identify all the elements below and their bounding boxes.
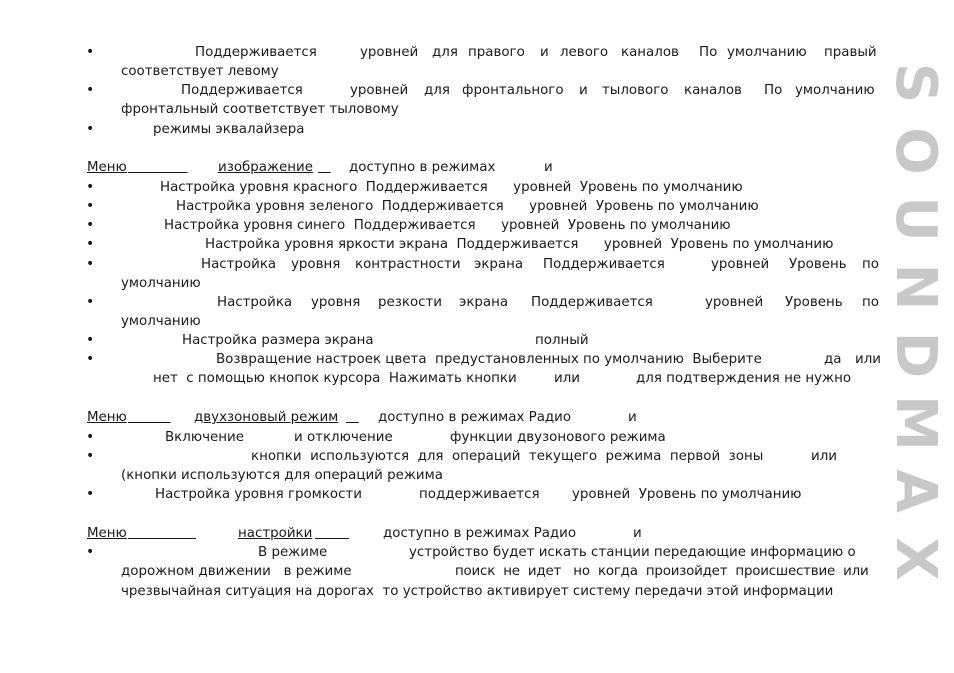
bullet: • (86, 486, 95, 502)
menu-label: Меню (87, 410, 127, 425)
text: для (432, 45, 458, 60)
text: умолчанию (121, 276, 201, 291)
bullet: • (86, 256, 95, 272)
text: доступно в режимах (349, 160, 496, 175)
underline-gap (315, 524, 349, 543)
text: чрезвычайная ситуация на дорогах то устройство активирует систему передачи этой информации (121, 584, 834, 599)
text: да (824, 352, 842, 367)
text: Поддерживается (195, 45, 317, 60)
text: В режиме (258, 545, 328, 560)
bullet: • (86, 44, 95, 60)
text: каналов (684, 83, 742, 98)
text: и (633, 526, 642, 541)
watermark-letter: A (883, 469, 948, 513)
bullet: • (86, 429, 95, 445)
text: умолчанию (795, 83, 875, 98)
menu-label: Меню (87, 160, 127, 175)
text: левого (560, 45, 609, 60)
underline-gap (318, 158, 331, 177)
text: или (811, 449, 837, 464)
text: Уровень (789, 257, 847, 272)
underline-gap (128, 158, 188, 177)
section-title: двухзоновый режим (194, 410, 339, 425)
text: или (855, 352, 881, 367)
text: доступно в режимах Радио (383, 526, 577, 541)
text: Поддерживается (181, 83, 303, 98)
underline-gap (128, 524, 196, 543)
text: поддерживается (419, 487, 540, 502)
underline-gap (128, 408, 171, 427)
text: для (424, 83, 450, 98)
text: по (862, 295, 879, 310)
text: полный (535, 333, 589, 348)
text: Уровень (785, 295, 843, 310)
text: и (579, 83, 588, 98)
text: Настройка уровня яркости экрана Поддерживается уровней Уровень по умолчанию (205, 237, 834, 252)
watermark-letter: M (883, 395, 948, 451)
watermark-letter: X (883, 537, 948, 581)
text: дорожном движении в режиме (121, 564, 352, 579)
section-title: изображение (218, 160, 313, 175)
watermark-letter: O (883, 127, 948, 175)
text: экрана (459, 295, 509, 310)
text: фронтального (462, 83, 564, 98)
text: По (699, 45, 718, 60)
text: Настройка (201, 257, 277, 272)
text: умолчанию (727, 45, 807, 60)
text: Настройка уровня громкости (155, 487, 362, 502)
text: функции двузонового режима (450, 430, 666, 445)
text: (кнопки используются для операций режима (121, 468, 443, 483)
text: или (554, 371, 580, 386)
text: Настройка размера экрана (182, 333, 374, 348)
text: и (628, 410, 637, 425)
bullet: • (86, 121, 95, 137)
text: Поддерживается (543, 257, 665, 272)
text: и (544, 160, 553, 175)
bullet: • (86, 351, 95, 367)
text: уровней Уровень по умолчанию (572, 487, 802, 502)
text: уровня (291, 257, 341, 272)
text: уровня (311, 295, 361, 310)
text: резкости (378, 295, 443, 310)
text: поиск не идет но когда произойдет происшествие или (455, 564, 869, 579)
text: доступно в режимах Радио (378, 410, 572, 425)
text: экрана (474, 257, 524, 272)
bullet: • (86, 198, 95, 214)
text: для подтверждения не нужно (636, 371, 852, 386)
text: умолчанию (121, 314, 201, 329)
text: нет с помощью кнопок курсора Нажимать кнопки (153, 371, 517, 386)
text: и отключение (294, 430, 393, 445)
text: кнопки используются для операций текущего режима первой зоны (251, 449, 764, 464)
bullet: • (86, 236, 95, 252)
text: контрастности (355, 257, 461, 272)
text: тылового (602, 83, 669, 98)
text: Настройка (217, 295, 293, 310)
watermark-letter: D (883, 331, 948, 379)
text: Настройка уровня синего Поддерживается уровней Уровень по умолчанию (164, 218, 731, 233)
section-title: настройки (238, 526, 313, 541)
bullet: • (86, 332, 95, 348)
text: Возвращение настроек цвета предустановленных по умолчанию Выберите (216, 352, 762, 367)
text: уровней (360, 45, 419, 60)
watermark-letter: N (883, 263, 948, 311)
text: Поддерживается (531, 295, 653, 310)
bullet: • (86, 82, 95, 98)
soundmax-watermark (883, 49, 948, 601)
text: правый (824, 45, 877, 60)
text: режимы эквалайзера (153, 122, 305, 137)
bullet: • (86, 448, 95, 464)
text: уровней (711, 257, 770, 272)
text: Настройка уровня зеленого Поддерживается уровней Уровень по умолчанию (176, 199, 759, 214)
bullet: • (86, 544, 95, 560)
menu-label: Меню (87, 526, 127, 541)
text: по (862, 257, 879, 272)
text: Настройка уровня красного Поддерживается уровней Уровень по умолчанию (160, 180, 743, 195)
text: По (764, 83, 783, 98)
underline-gap (346, 408, 359, 427)
watermark-letter: S (883, 62, 948, 104)
watermark-letter: U (883, 196, 948, 242)
text: и (540, 45, 549, 60)
bullet: • (86, 179, 95, 195)
bullet: • (86, 217, 95, 233)
text: соответствует левому (121, 64, 279, 79)
text: фронтальный соответствует тыловому (121, 102, 399, 117)
text: каналов (621, 45, 679, 60)
text: уровней (705, 295, 764, 310)
bullet: • (86, 294, 95, 310)
text: Включение (165, 430, 244, 445)
text: правого (468, 45, 525, 60)
text: устройство будет искать станции передающие информацию о (409, 545, 856, 560)
text: уровней (350, 83, 409, 98)
